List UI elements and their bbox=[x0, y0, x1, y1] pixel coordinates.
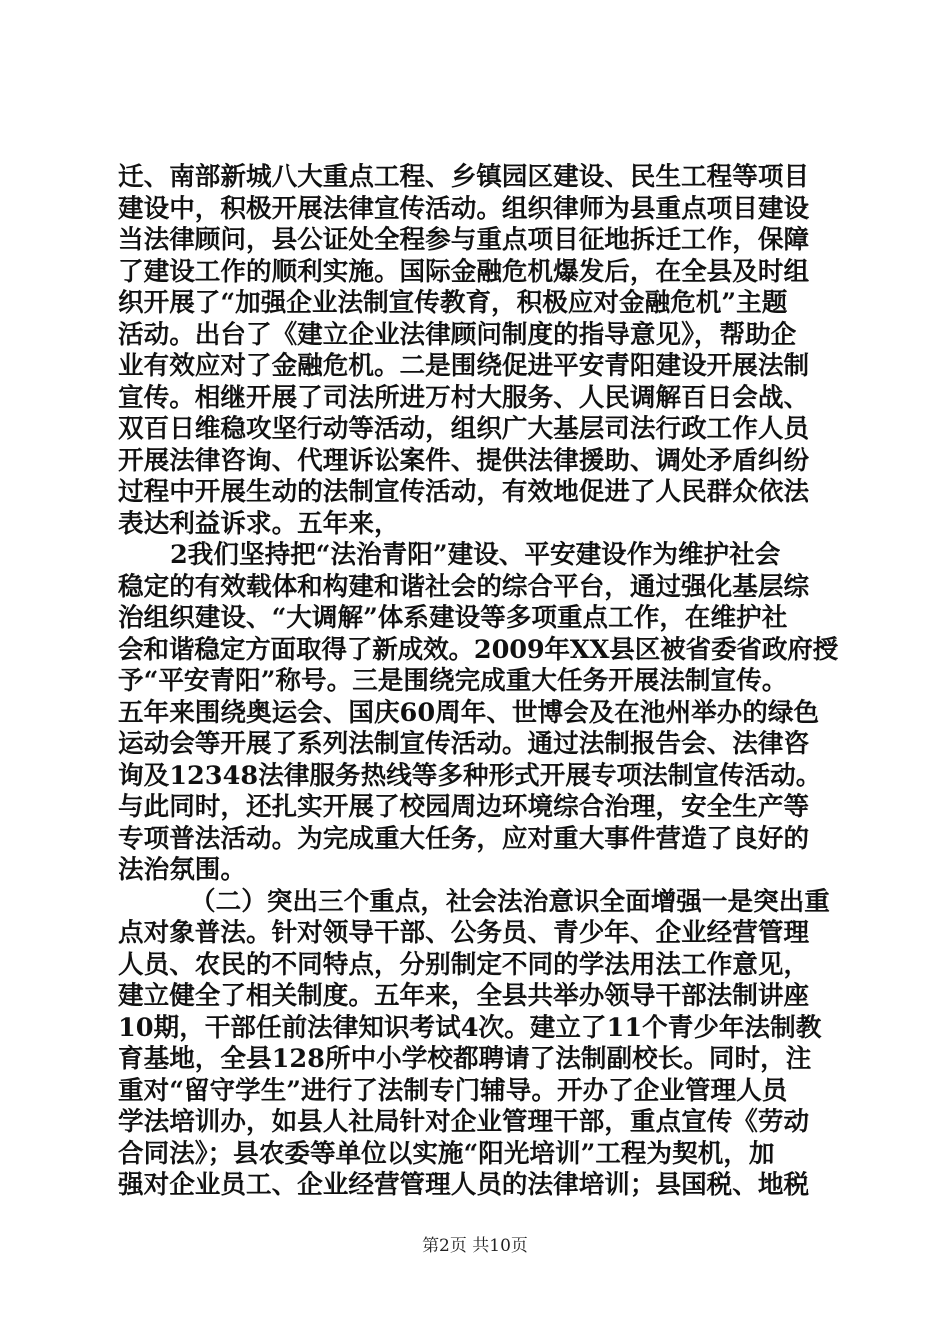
text-line: 法治氛围。 bbox=[118, 855, 246, 885]
text-line: 宣传。相继开展了司法所进万村大服务、人民调解百日会战、 bbox=[118, 382, 810, 413]
text-line: 点对象普法。针对领导干部、公务员、青少年、企业经营管理 bbox=[118, 918, 810, 948]
text-line: 稳定的有效载体和构建和谐社会的综合平台，通过强化基层综 bbox=[118, 571, 810, 602]
text-line: 人员、农民的不同特点，分别制定不同的学法用法工作意见， bbox=[118, 949, 810, 980]
text-line: 过程中开展生动的法制宣传活动，有效地促进了人民群众依法 bbox=[118, 477, 810, 507]
text-line: 开展法律咨询、代理诉讼案件、提供法律援助、调处矛盾纠纷 bbox=[118, 445, 810, 476]
page-footer: 第2页 共10页 bbox=[422, 1236, 528, 1256]
text-line: 予“平安青阳”称号。三是围绕完成重大任务开展法制宣传。 bbox=[118, 666, 788, 696]
text-line: 会和谐稳定方面取得了新成效。2009年XX县区被省委省政府授 bbox=[118, 634, 839, 665]
text-line: 织开展了“加强企业法制宣传教育，积极应对金融危机”主题 bbox=[118, 288, 788, 318]
text-line: 建立健全了相关制度。五年来，全县共举办领导干部法制讲座 bbox=[118, 981, 810, 1011]
text-line: 与此同时，还扎实开展了校园周边环境综合治理，安全生产等 bbox=[118, 792, 810, 822]
text-line: 学法培训办，如县人社局针对企业管理干部，重点宣传《劳动 bbox=[118, 1107, 810, 1137]
text-line: 了建设工作的顺利实施。国际金融危机爆发后，在全县及时组 bbox=[118, 256, 810, 287]
text-line: 重对“留守学生”进行了法制专门辅导。开办了企业管理人员 bbox=[118, 1075, 788, 1106]
text-line: 专项普法活动。为完成重大任务，应对重大事件营造了良好的 bbox=[118, 823, 810, 854]
text-line: 10期，干部任前法律知识考试4次。建立了11个青少年法制教 bbox=[118, 1012, 822, 1043]
text-line: 迁、南部新城八大重点工程、乡镇园区建设、民生工程等项目 bbox=[118, 162, 810, 192]
text-line: 育基地，全县128所中小学校都聘请了法制副校长。同时，注 bbox=[118, 1044, 812, 1074]
text-line: 运动会等开展了系列法制宣传活动。通过法制报告会、法律咨 bbox=[118, 729, 810, 759]
text-line: 当法律顾问，县公证处全程参与重点项目征地拆迁工作，保障 bbox=[118, 225, 810, 255]
text-line: 活动。出台了《建立企业法律顾问制度的指导意见》，帮助企 bbox=[118, 319, 797, 350]
text-line: 强对企业员工、企业经营管理人员的法律培训；县国税、地税 bbox=[118, 1170, 810, 1200]
text-line: 双百日维稳攻坚行动等活动，组织广大基层司法行政工作人员 bbox=[118, 414, 810, 444]
body-paragraphs bbox=[118, 162, 838, 1202]
body-text bbox=[118, 162, 838, 1202]
text-line: 业有效应对了金融危机。二是围绕促进平安青阳建设开展法制 bbox=[118, 351, 810, 381]
text-line: 合同法》；县农委等单位以实施“阳光培训”工程为契机，加 bbox=[118, 1138, 775, 1169]
text-line: 建设中，积极开展法律宣传活动。组织律师为县重点项目建设 bbox=[118, 193, 810, 224]
text-line: 询及12348法律服务热线等多种形式开展专项法制宣传活动。 bbox=[118, 760, 822, 791]
text-line: 2我们坚持把“法治青阳”建设、平安建设作为维护社会 bbox=[170, 540, 781, 570]
text-line: （二）突出三个重点，社会法治意识全面增强一是突出重 bbox=[190, 886, 830, 917]
text-line: 五年来围绕奥运会、国庆60周年、世博会及在池州举办的绿色 bbox=[118, 697, 820, 728]
text-line: 表达利益诉求。五年来， bbox=[118, 508, 400, 539]
text-line: 治组织建设、“大调解”体系建设等多项重点工作，在维护社 bbox=[118, 603, 788, 633]
